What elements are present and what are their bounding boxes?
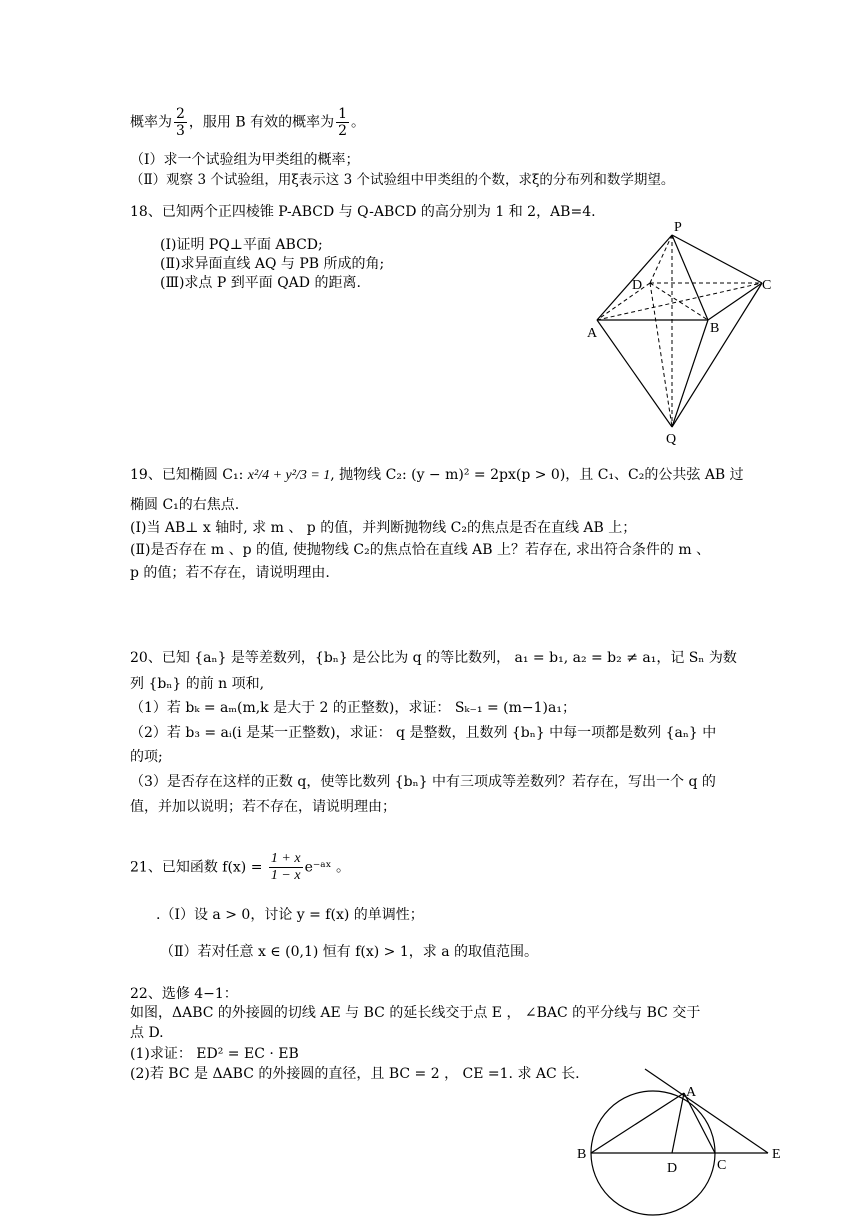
text-prob-prefix: 概率为	[130, 114, 172, 131]
p19-intro: 19、已知椭圆 C₁:	[130, 467, 244, 483]
problem-20-line-1: 20、已知 {aₙ} 是等差数列，{bₙ} 是公比为 q 的等比数列， a₁ = b₁, a₂ = b₂ ≠ a₁，记 Sₙ 为数	[130, 650, 737, 666]
p21-fraction-num: 1 + x	[270, 851, 301, 866]
fraction-a-num: 2	[176, 106, 185, 122]
question-2: （Ⅱ）观察 3 个试验组，用ξ表示这 3 个试验组中甲类组的个数，求ξ的分布列和数学期望。	[130, 172, 675, 188]
label-d: D	[632, 278, 643, 293]
problem-21-part-i: .（Ⅰ）设 a > 0，讨论 y = f(x) 的单调性；	[156, 907, 424, 923]
fraction-a-den: 3	[176, 123, 185, 139]
circle-label-d: D	[667, 1161, 678, 1176]
label-b: B	[710, 321, 720, 336]
circle-label-a: A	[686, 1085, 697, 1100]
circle-label-e: E	[772, 1147, 781, 1162]
p21-intro: 21、已知函数 f(x) =	[130, 859, 263, 876]
label-c: C	[762, 278, 772, 293]
problem-22-line-1: 22、选修 4−1：	[130, 986, 238, 1002]
problem-18-part-iii: (Ⅲ)求点 P 到平面 QAD 的距离.	[160, 275, 361, 291]
problem-22-line-3: 点 D.	[130, 1025, 164, 1041]
p19-parabola: , 抛物线 C₂: (y − m)² = 2px(p > 0)，且 C₁、C₂的公共弦 AB 过	[330, 467, 744, 483]
label-a: A	[587, 326, 598, 341]
problem-22-line-2: 如图，ΔABC 的外接圆的切线 AE 与 BC 的延长线交于点 E ， ∠BAC 的平分线与 BC 交于	[130, 1005, 701, 1021]
problem-22-line-4: (1)求证： ED² = EC · EB	[130, 1046, 299, 1062]
problem-20-line-2: 列 {bₙ} 的前 n 项和,	[130, 676, 265, 692]
circle-label-c: C	[717, 1158, 727, 1173]
problem-21-part-ii: （Ⅱ）若对任意 x ∈ (0,1) 恒有 f(x) > 1，求 a 的取值范围。	[160, 944, 538, 960]
problem-20-line-4: （2）若 b₃ = aᵢ(i 是某一正整数)，求证： q 是整数，且数列 {bₙ} 中每一项都是数列 {aₙ} 中	[130, 725, 717, 741]
fraction-b-num: 1	[338, 106, 348, 122]
p21-exp: e⁻ᵃˣ 。	[304, 859, 351, 876]
problem-20-line-7: 值，并加以说明；若不存在，请说明理由；	[130, 799, 396, 815]
text-prob-end: 。	[351, 114, 366, 131]
problem-18-part-ii: (Ⅱ)求异面直线 AQ 与 PB 所成的角;	[160, 256, 385, 272]
text-prob-mid: ，服用 B 有效的概率为	[188, 114, 335, 131]
circle-label-b: B	[577, 1147, 587, 1162]
p19-ellipse-eq: x²/4 + y²/3 = 1	[247, 468, 331, 483]
problem-18-stem: 18、已知两个正四棱锥 P-ABCD 与 Q-ABCD 的高分别为 1 和 2，AB=4.	[130, 204, 596, 220]
problem-19-line-4: (Ⅱ)是否存在 m 、p 的值, 使抛物线 C₂的焦点恰在直线 AB 上？若存在, 求出符合条件的 m 、	[130, 542, 711, 558]
problem-20-line-5: 的项;	[130, 749, 163, 765]
label-p: P	[674, 220, 682, 235]
problem-19-line-5: p 的值；若不存在，请说明理由.	[130, 565, 330, 581]
problem-19-line-2: 椭圆 C₁的右焦点.	[130, 497, 240, 513]
problem-18-part-i: (Ⅰ)证明 PQ⊥平面 ABCD;	[160, 237, 323, 253]
problem-20-line-3: （1）若 bₖ = aₘ(m,k 是大于 2 的正整数)，求证： Sₖ₋₁ = (m−1)a₁；	[130, 700, 576, 716]
fraction-b-den: 2	[338, 123, 348, 139]
problem-19-line-3: (Ⅰ)当 AB⊥ x 轴时, 求 m 、 p 的值，并判断抛物线 C₂的焦点是否在直线 AB 上；	[130, 520, 637, 536]
question-1: （Ⅰ）求一个试验组为甲类组的概率；	[130, 152, 360, 168]
p21-fraction-den: 1 − x	[270, 868, 301, 883]
problem-20-line-6: （3）是否存在这样的正数 q，使等比数列 {bₙ} 中有三项成等差数列？若存在，写出一个 q 的	[130, 774, 716, 790]
label-q: Q	[666, 432, 677, 447]
problem-22-line-5: (2)若 BC 是 ΔABC 的外接圆的直径，且 BC = 2 ， CE =1. 求 AC 长.	[130, 1066, 580, 1082]
